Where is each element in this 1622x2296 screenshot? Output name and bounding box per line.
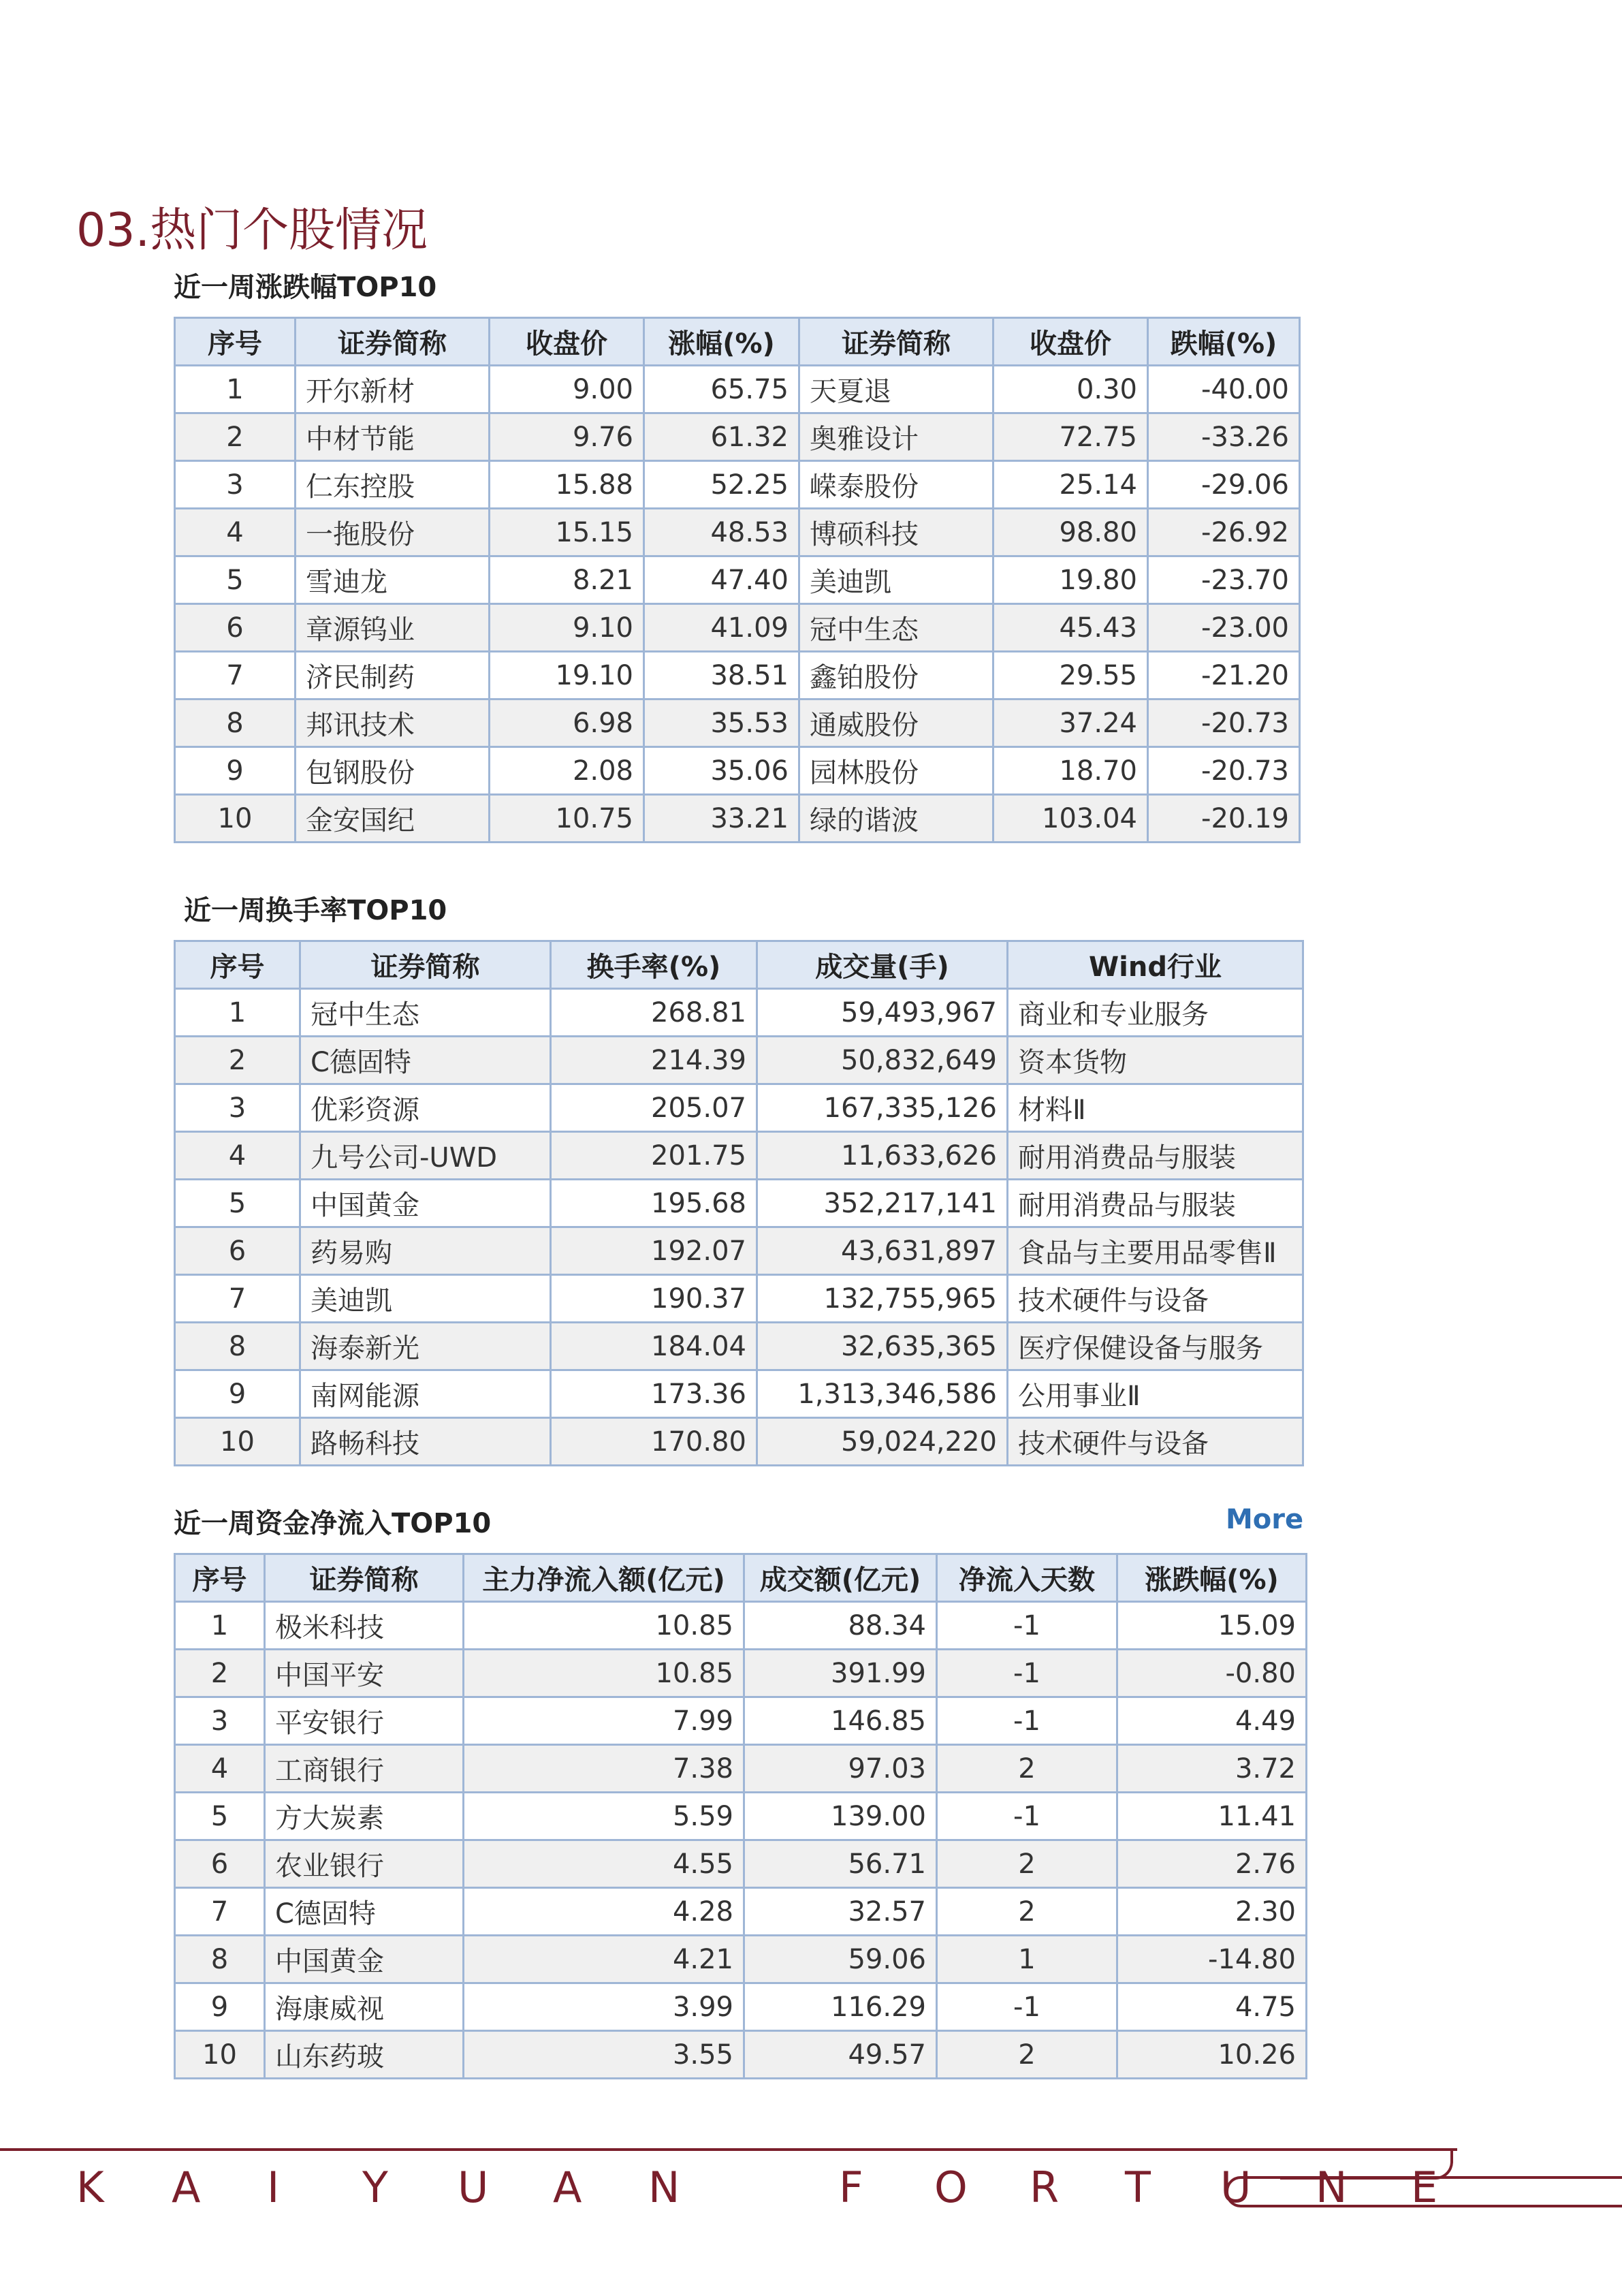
net-inflow-table bbox=[174, 1553, 1307, 2079]
turnover-table bbox=[174, 940, 1304, 1466]
stock-name-link[interactable]: 南网能源 bbox=[300, 1370, 551, 1418]
table-cell: 214.39 bbox=[551, 1037, 757, 1084]
table-cell: 98.80 bbox=[993, 509, 1148, 556]
column-header: 序号 bbox=[175, 1554, 265, 1602]
table-cell: -33.26 bbox=[1148, 413, 1300, 461]
table-row bbox=[175, 1275, 1303, 1323]
table-row bbox=[175, 1132, 1303, 1180]
footer-letter: A bbox=[172, 2163, 201, 2212]
table-cell: 352,217,141 bbox=[757, 1180, 1008, 1227]
table-cell: 8 bbox=[175, 1936, 265, 1983]
table-cell: 10.85 bbox=[464, 1602, 744, 1650]
table-row bbox=[175, 1227, 1303, 1275]
stock-name-link[interactable]: 博硕科技 bbox=[799, 509, 993, 556]
table-cell: 391.99 bbox=[744, 1650, 937, 1697]
table-row bbox=[175, 1370, 1303, 1418]
column-header: 涨幅(%) bbox=[644, 318, 799, 366]
footer-letter: Y bbox=[362, 2163, 388, 2212]
table-cell: 3 bbox=[175, 1084, 300, 1132]
table-cell: 8 bbox=[175, 699, 296, 747]
stock-name-link[interactable]: 九号公司-UWD bbox=[300, 1132, 551, 1180]
table-cell: 116.29 bbox=[744, 1983, 937, 2031]
table-cell: 2 bbox=[175, 1650, 265, 1697]
stock-name-link[interactable]: 绿的谐波 bbox=[799, 795, 993, 843]
table-cell: 11.41 bbox=[1117, 1793, 1307, 1840]
footer-brand bbox=[76, 2163, 1506, 2212]
table-cell: 10 bbox=[175, 2031, 265, 2079]
table-cell: 2 bbox=[175, 413, 296, 461]
table-cell: 9 bbox=[175, 1983, 265, 2031]
footer-letter: K bbox=[76, 2163, 104, 2212]
table-row bbox=[175, 989, 1303, 1037]
stock-name-link[interactable]: 金安国纪 bbox=[296, 795, 490, 843]
table-cell: 耐用消费品与服装 bbox=[1008, 1132, 1303, 1180]
stock-name-link[interactable]: 一拖股份 bbox=[296, 509, 490, 556]
table-row bbox=[175, 1037, 1303, 1084]
footer-letter: F bbox=[839, 2163, 863, 2212]
stock-name-link[interactable]: 美迪凯 bbox=[799, 556, 993, 604]
stock-name-link[interactable]: 美迪凯 bbox=[300, 1275, 551, 1323]
table-cell: 2 bbox=[175, 1037, 300, 1084]
table-cell: 173.36 bbox=[551, 1370, 757, 1418]
table-cell: 167,335,126 bbox=[757, 1084, 1008, 1132]
table-cell: 32,635,365 bbox=[757, 1323, 1008, 1370]
stock-name-link[interactable]: C德固特 bbox=[265, 1888, 464, 1936]
stock-name-link[interactable]: 中国黄金 bbox=[265, 1936, 464, 1983]
table-cell: 11,633,626 bbox=[757, 1132, 1008, 1180]
table-cell: 1,313,346,586 bbox=[757, 1370, 1008, 1418]
table-cell: 132,755,965 bbox=[757, 1275, 1008, 1323]
table-row bbox=[175, 1418, 1303, 1466]
table-cell: 6 bbox=[175, 604, 296, 652]
table-cell: 37.24 bbox=[993, 699, 1148, 747]
table-cell: 9 bbox=[175, 1370, 300, 1418]
table-row bbox=[175, 509, 1300, 556]
table-cell: 5.59 bbox=[464, 1793, 744, 1840]
table-cell: 技术硬件与设备 bbox=[1008, 1418, 1303, 1466]
stock-name-link[interactable]: 包钢股份 bbox=[296, 747, 490, 795]
stock-name-link[interactable]: 海康威视 bbox=[265, 1983, 464, 2031]
table-cell: 1 bbox=[175, 366, 296, 413]
table-row bbox=[175, 556, 1300, 604]
stock-name-link[interactable]: 仁东控股 bbox=[296, 461, 490, 509]
table-cell: 146.85 bbox=[744, 1697, 937, 1745]
table-cell: 10.75 bbox=[490, 795, 644, 843]
table-cell: 7 bbox=[175, 1275, 300, 1323]
table-row bbox=[175, 461, 1300, 509]
stock-name-link[interactable]: 药易购 bbox=[300, 1227, 551, 1275]
table-cell: 4.55 bbox=[464, 1840, 744, 1888]
table-cell: 43,631,897 bbox=[757, 1227, 1008, 1275]
stock-name-link[interactable]: 园林股份 bbox=[799, 747, 993, 795]
table-cell: 食品与主要用品零售Ⅱ bbox=[1008, 1227, 1303, 1275]
table-cell: -20.73 bbox=[1148, 699, 1300, 747]
footer-letter: U bbox=[458, 2163, 489, 2212]
table-row bbox=[175, 1650, 1307, 1697]
table-cell: -23.00 bbox=[1148, 604, 1300, 652]
stock-name-link[interactable]: 邦讯技术 bbox=[296, 699, 490, 747]
stock-name-link[interactable]: 海泰新光 bbox=[300, 1323, 551, 1370]
table-cell: 72.75 bbox=[993, 413, 1148, 461]
stock-name-link[interactable]: 冠中生态 bbox=[799, 604, 993, 652]
table-cell: -1 bbox=[937, 1650, 1117, 1697]
table-cell: 38.51 bbox=[644, 652, 799, 699]
footer-letter: U bbox=[1220, 2163, 1252, 2212]
table-cell: 3 bbox=[175, 1697, 265, 1745]
stock-name-link[interactable]: 通威股份 bbox=[799, 699, 993, 747]
stock-name-link[interactable]: 开尔新材 bbox=[296, 366, 490, 413]
more-link[interactable]: More bbox=[1226, 1504, 1304, 1535]
stock-name-link[interactable]: 优彩资源 bbox=[300, 1084, 551, 1132]
table-cell: -1 bbox=[937, 1793, 1117, 1840]
column-header: 涨跌幅(%) bbox=[1117, 1554, 1307, 1602]
table-cell: 6 bbox=[175, 1227, 300, 1275]
table-cell: 3.55 bbox=[464, 2031, 744, 2079]
table-row bbox=[175, 1697, 1307, 1745]
table-cell: 资本货物 bbox=[1008, 1037, 1303, 1084]
table-cell: 10 bbox=[175, 1418, 300, 1466]
table-cell: -1 bbox=[937, 1983, 1117, 2031]
table-cell: 10 bbox=[175, 795, 296, 843]
footer-letter: N bbox=[648, 2163, 680, 2212]
table-header-row bbox=[175, 1554, 1307, 1602]
table-cell: 6 bbox=[175, 1840, 265, 1888]
column-header: 证券简称 bbox=[799, 318, 993, 366]
table-cell: 32.57 bbox=[744, 1888, 937, 1936]
footer-letter: T bbox=[1125, 2163, 1151, 2212]
table-row bbox=[175, 366, 1300, 413]
footer-letter: O bbox=[934, 2163, 968, 2212]
table-cell: 50,832,649 bbox=[757, 1037, 1008, 1084]
table-cell: 201.75 bbox=[551, 1132, 757, 1180]
stock-name-link[interactable]: 平安银行 bbox=[265, 1697, 464, 1745]
table-cell: 4 bbox=[175, 1132, 300, 1180]
table-cell: 商业和专业服务 bbox=[1008, 989, 1303, 1037]
footer-letter: R bbox=[1030, 2163, 1060, 2212]
column-header: 主力净流入额(亿元) bbox=[464, 1554, 744, 1602]
column-header: 跌幅(%) bbox=[1148, 318, 1300, 366]
section-title-net-inflow: 近一周资金净流入TOP10 bbox=[174, 1508, 492, 1539]
column-header: 收盘价 bbox=[993, 318, 1148, 366]
table-cell: 25.14 bbox=[993, 461, 1148, 509]
table-cell: 9.00 bbox=[490, 366, 644, 413]
table-cell: 59.06 bbox=[744, 1936, 937, 1983]
stock-name-link[interactable]: C德固特 bbox=[300, 1037, 551, 1084]
table-cell: 10.85 bbox=[464, 1650, 744, 1697]
table-cell: 2.76 bbox=[1117, 1840, 1307, 1888]
table-cell: 5 bbox=[175, 1180, 300, 1227]
table-row bbox=[175, 795, 1300, 843]
table-cell: 195.68 bbox=[551, 1180, 757, 1227]
stock-name-link[interactable]: 鑫铂股份 bbox=[799, 652, 993, 699]
table-cell: -0.80 bbox=[1117, 1650, 1307, 1697]
table-cell: 33.21 bbox=[644, 795, 799, 843]
table-cell: 1 bbox=[175, 1602, 265, 1650]
stock-name-link[interactable]: 路畅科技 bbox=[300, 1418, 551, 1466]
table-cell: 医疗保健设备与服务 bbox=[1008, 1323, 1303, 1370]
table-row bbox=[175, 747, 1300, 795]
stock-name-link[interactable]: 嵘泰股份 bbox=[799, 461, 993, 509]
table-cell: 4 bbox=[175, 1745, 265, 1793]
table-cell: 3 bbox=[175, 461, 296, 509]
table-cell: 170.80 bbox=[551, 1418, 757, 1466]
table-cell: 19.10 bbox=[490, 652, 644, 699]
table-cell: 0.30 bbox=[993, 366, 1148, 413]
table-cell: -1 bbox=[937, 1602, 1117, 1650]
table-cell: -23.70 bbox=[1148, 556, 1300, 604]
stock-name-link[interactable]: 中国平安 bbox=[265, 1650, 464, 1697]
table-row bbox=[175, 604, 1300, 652]
table-cell: -20.19 bbox=[1148, 795, 1300, 843]
stock-name-link[interactable]: 方大炭素 bbox=[265, 1793, 464, 1840]
table-cell: 4.28 bbox=[464, 1888, 744, 1936]
table-cell: 4 bbox=[175, 509, 296, 556]
table-cell: 184.04 bbox=[551, 1323, 757, 1370]
table-row bbox=[175, 1936, 1307, 1983]
table-row bbox=[175, 1745, 1307, 1793]
table-cell: 88.34 bbox=[744, 1602, 937, 1650]
table-cell: 15.09 bbox=[1117, 1602, 1307, 1650]
table-cell: 59,024,220 bbox=[757, 1418, 1008, 1466]
stock-name-link[interactable]: 山东药玻 bbox=[265, 2031, 464, 2079]
table-cell: 15.15 bbox=[490, 509, 644, 556]
table-cell: 190.37 bbox=[551, 1275, 757, 1323]
table-cell: 材料Ⅱ bbox=[1008, 1084, 1303, 1132]
price-change-table bbox=[174, 317, 1301, 843]
table-cell: 139.00 bbox=[744, 1793, 937, 1840]
table-cell: 35.53 bbox=[644, 699, 799, 747]
table-row bbox=[175, 1323, 1303, 1370]
column-header: 净流入天数 bbox=[937, 1554, 1117, 1602]
table-cell: 4.49 bbox=[1117, 1697, 1307, 1745]
table-cell: 41.09 bbox=[644, 604, 799, 652]
section-title-price-change: 近一周涨跌幅TOP10 bbox=[174, 272, 437, 303]
table-row bbox=[175, 1180, 1303, 1227]
table-cell: -1 bbox=[937, 1697, 1117, 1745]
stock-name-link[interactable]: 极米科技 bbox=[265, 1602, 464, 1650]
stock-name-link[interactable]: 雪迪龙 bbox=[296, 556, 490, 604]
table-cell: 7 bbox=[175, 1888, 265, 1936]
table-cell: 9.76 bbox=[490, 413, 644, 461]
footer-rule bbox=[0, 2148, 1457, 2151]
column-header: 成交额(亿元) bbox=[744, 1554, 937, 1602]
table-cell: 10.26 bbox=[1117, 2031, 1307, 2079]
table-cell: -14.80 bbox=[1117, 1936, 1307, 1983]
table-cell: 公用事业Ⅱ bbox=[1008, 1370, 1303, 1418]
table-cell: 61.32 bbox=[644, 413, 799, 461]
column-header: 收盘价 bbox=[490, 318, 644, 366]
table-cell: 3.72 bbox=[1117, 1745, 1307, 1793]
stock-name-link[interactable]: 农业银行 bbox=[265, 1840, 464, 1888]
table-cell: 19.80 bbox=[993, 556, 1148, 604]
table-cell: 5 bbox=[175, 556, 296, 604]
table-cell: 1 bbox=[175, 989, 300, 1037]
table-cell: 18.70 bbox=[993, 747, 1148, 795]
table-cell: 4.21 bbox=[464, 1936, 744, 1983]
table-cell: 49.57 bbox=[744, 2031, 937, 2079]
table-cell: 47.40 bbox=[644, 556, 799, 604]
table-cell: 35.06 bbox=[644, 747, 799, 795]
table-cell: 5 bbox=[175, 1793, 265, 1840]
footer-letter: E bbox=[1411, 2163, 1438, 2212]
stock-name-link[interactable]: 奥雅设计 bbox=[799, 413, 993, 461]
column-header: 换手率(%) bbox=[551, 941, 757, 989]
table-cell: 205.07 bbox=[551, 1084, 757, 1132]
table-cell: -40.00 bbox=[1148, 366, 1300, 413]
table-cell: 4.75 bbox=[1117, 1983, 1307, 2031]
footer-letter: N bbox=[1316, 2163, 1348, 2212]
table-cell: -20.73 bbox=[1148, 747, 1300, 795]
table-row bbox=[175, 1983, 1307, 2031]
table-cell: 97.03 bbox=[744, 1745, 937, 1793]
stock-name-link[interactable]: 章源钨业 bbox=[296, 604, 490, 652]
column-header: 成交量(手) bbox=[757, 941, 1008, 989]
column-header: 证券简称 bbox=[300, 941, 551, 989]
stock-name-link[interactable]: 工商银行 bbox=[265, 1745, 464, 1793]
table-cell: 268.81 bbox=[551, 989, 757, 1037]
column-header: Wind行业 bbox=[1008, 941, 1303, 989]
table-header-row bbox=[175, 941, 1303, 989]
stock-name-link[interactable]: 冠中生态 bbox=[300, 989, 551, 1037]
table-cell: 65.75 bbox=[644, 366, 799, 413]
table-row bbox=[175, 2031, 1307, 2079]
table-cell: 2 bbox=[937, 1840, 1117, 1888]
table-row bbox=[175, 1793, 1307, 1840]
table-cell: 192.07 bbox=[551, 1227, 757, 1275]
stock-name-link[interactable]: 天夏退 bbox=[799, 366, 993, 413]
footer-letter: I bbox=[267, 2163, 280, 2212]
stock-name-link[interactable]: 中材节能 bbox=[296, 413, 490, 461]
table-row bbox=[175, 652, 1300, 699]
table-row bbox=[175, 1084, 1303, 1132]
table-cell: 9.10 bbox=[490, 604, 644, 652]
table-cell: 56.71 bbox=[744, 1840, 937, 1888]
table-cell: 7.38 bbox=[464, 1745, 744, 1793]
table-cell: 45.43 bbox=[993, 604, 1148, 652]
table-cell: 1 bbox=[937, 1936, 1117, 1983]
section-title-turnover: 近一周换手率TOP10 bbox=[184, 895, 447, 926]
stock-name-link[interactable]: 中国黄金 bbox=[300, 1180, 551, 1227]
column-header: 序号 bbox=[175, 318, 296, 366]
table-header-row bbox=[175, 318, 1300, 366]
table-cell: -21.20 bbox=[1148, 652, 1300, 699]
table-cell: 15.88 bbox=[490, 461, 644, 509]
table-cell: 59,493,967 bbox=[757, 989, 1008, 1037]
table-cell: 2 bbox=[937, 1888, 1117, 1936]
table-cell: 3.99 bbox=[464, 1983, 744, 2031]
table-cell: 技术硬件与设备 bbox=[1008, 1275, 1303, 1323]
page-title: 03.热门个股情况 bbox=[76, 204, 428, 257]
table-row bbox=[175, 413, 1300, 461]
column-header: 序号 bbox=[175, 941, 300, 989]
table-row bbox=[175, 699, 1300, 747]
column-header: 证券简称 bbox=[265, 1554, 464, 1602]
table-cell: 6.98 bbox=[490, 699, 644, 747]
table-cell: 2.08 bbox=[490, 747, 644, 795]
table-cell: -29.06 bbox=[1148, 461, 1300, 509]
table-cell: -26.92 bbox=[1148, 509, 1300, 556]
table-row bbox=[175, 1888, 1307, 1936]
table-cell: 8 bbox=[175, 1323, 300, 1370]
table-cell: 2 bbox=[937, 1745, 1117, 1793]
table-cell: 9 bbox=[175, 747, 296, 795]
column-header: 证券简称 bbox=[296, 318, 490, 366]
table-row bbox=[175, 1602, 1307, 1650]
footer-letter: A bbox=[553, 2163, 582, 2212]
table-cell: 2.30 bbox=[1117, 1888, 1307, 1936]
table-cell: 29.55 bbox=[993, 652, 1148, 699]
table-cell: 48.53 bbox=[644, 509, 799, 556]
table-cell: 耐用消费品与服装 bbox=[1008, 1180, 1303, 1227]
table-cell: 7 bbox=[175, 652, 296, 699]
table-cell: 103.04 bbox=[993, 795, 1148, 843]
table-cell: 8.21 bbox=[490, 556, 644, 604]
table-cell: 52.25 bbox=[644, 461, 799, 509]
table-cell: 2 bbox=[937, 2031, 1117, 2079]
table-row bbox=[175, 1840, 1307, 1888]
stock-name-link[interactable]: 济民制药 bbox=[296, 652, 490, 699]
table-cell: 7.99 bbox=[464, 1697, 744, 1745]
